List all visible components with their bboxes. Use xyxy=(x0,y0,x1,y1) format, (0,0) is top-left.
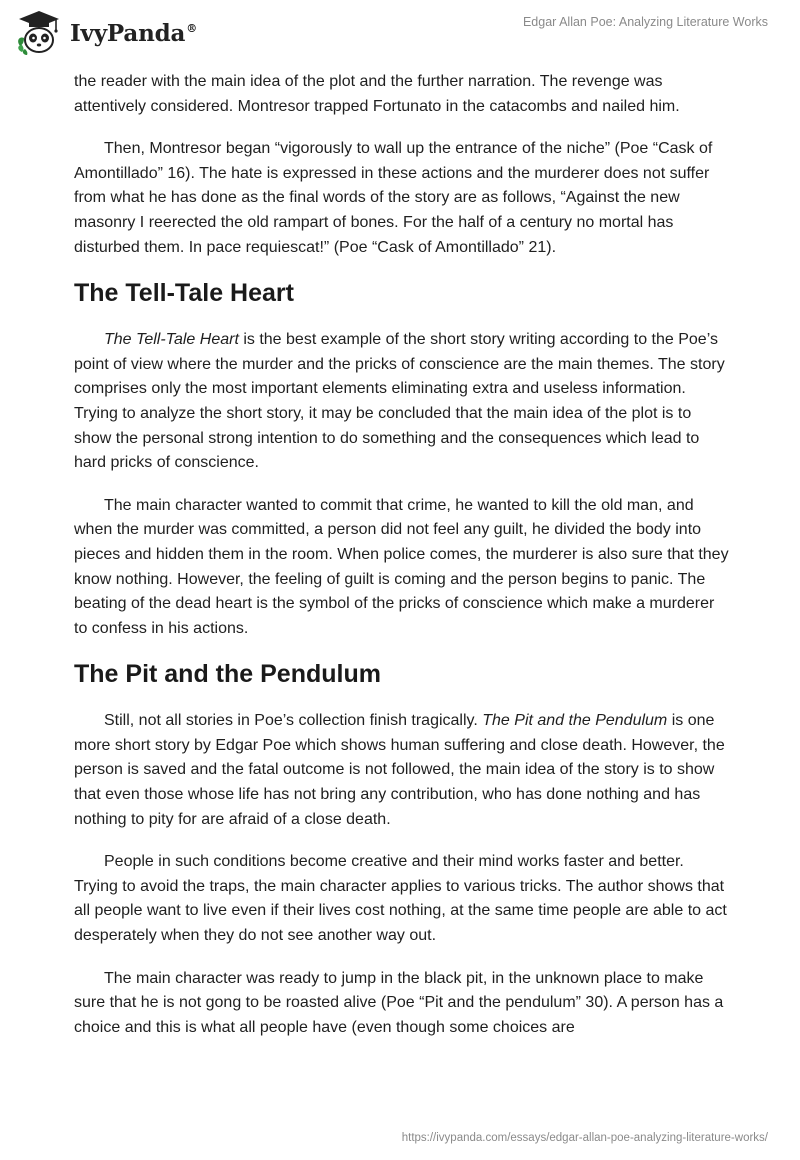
essay-body xyxy=(74,70,730,1058)
panda-graduate-logo-icon xyxy=(14,8,64,58)
paragraph-6: People in such conditions become creative and their mind works faster and better. Trying to avoid the traps, the main character applies to various tricks. The author shows that all people want to live even if their lives cost nothing, at the same time people are able to act desperately when they do not see another way out. xyxy=(74,853,727,945)
ivypanda-logo[interactable] xyxy=(14,8,197,58)
paragraph-3 xyxy=(74,328,730,476)
paragraph-3-text: is the best example of the short story writing according to the Poe’s point of view where the murder and the pricks of conscience are the main themes. The story comprises only the most important elements eliminating extra and useless information. Trying to analyze the short story, it may be concluded that the main idea of the plot is to show the personal strong intention to do something and the consequences which lead to hard pricks of conscience. xyxy=(74,331,725,472)
heading-tell-tale-heart: The Tell-Tale Heart xyxy=(74,279,294,308)
paragraph-4: The main character wanted to commit that crime, he wanted to kill the old man, and when the murder was committed, a person did not feel any guilt, he divided the body into pieces and hidden them in the room. When police comes, the murderer is also sure that they know nothing. However, the feeling of guilt is coming and the person begins to panic. The beating of the dead heart is the symbol of the pricks of conscience which make a murderer to confess in his actions. xyxy=(74,496,729,637)
heading-pit-and-pendulum: The Pit and the Pendulum xyxy=(74,660,381,689)
paragraph-7: The main character was ready to jump in the black pit, in the unknown place to make sure that he is not gong to be roasted alive (Poe “Pit and the pendulum” 30). A person has a choice and this is what all people have (even though some choices are xyxy=(74,969,724,1036)
paragraph-5-intro: Still, not all stories in Poe’s collection finish tragically. xyxy=(104,712,483,730)
paragraph-5-text: is one more short story by Edgar Poe which shows human suffering and close death. However, the person is saved and the fatal outcome is not followed, the main idea of the story is to show that even those whose life has not bring any contribution, who has done nothing and has nothing to pity for are afraid of a close death. xyxy=(74,712,725,828)
work-title-tell-tale-heart: The Tell-Tale Heart xyxy=(104,331,239,349)
source-url[interactable]: https://ivypanda.com/essays/edgar-allan-poe-analyzing-literature-works/ xyxy=(401,1132,768,1144)
work-title-pit-and-pendulum: The Pit and the Pendulum xyxy=(482,712,668,730)
paragraph-2: Then, Montresor began “vigorously to wall up the entrance of the niche” (Poe “Cask of Amontillado” 16). The hate is expressed in these actions and the murderer does not suffer from what he has done as the final words of the story are as follows, “Against the new masonry I reerected the old rampart of bones. For the half of a century no mortal has disturbed them. In pace requiescat!” (Poe “Cask of Amontillado” 21). xyxy=(74,140,713,256)
paragraph-1: the reader with the main idea of the plot and the further narration. The revenge was attentively considered. Montresor trapped Fortunato in the catacombs and nailed him. xyxy=(74,73,680,115)
paragraph-5 xyxy=(74,709,730,832)
brand-name: IvyPanda® xyxy=(70,19,197,47)
document-title: Edgar Allan Poe: Analyzing Literature Works xyxy=(522,15,768,29)
page-header xyxy=(0,0,800,68)
